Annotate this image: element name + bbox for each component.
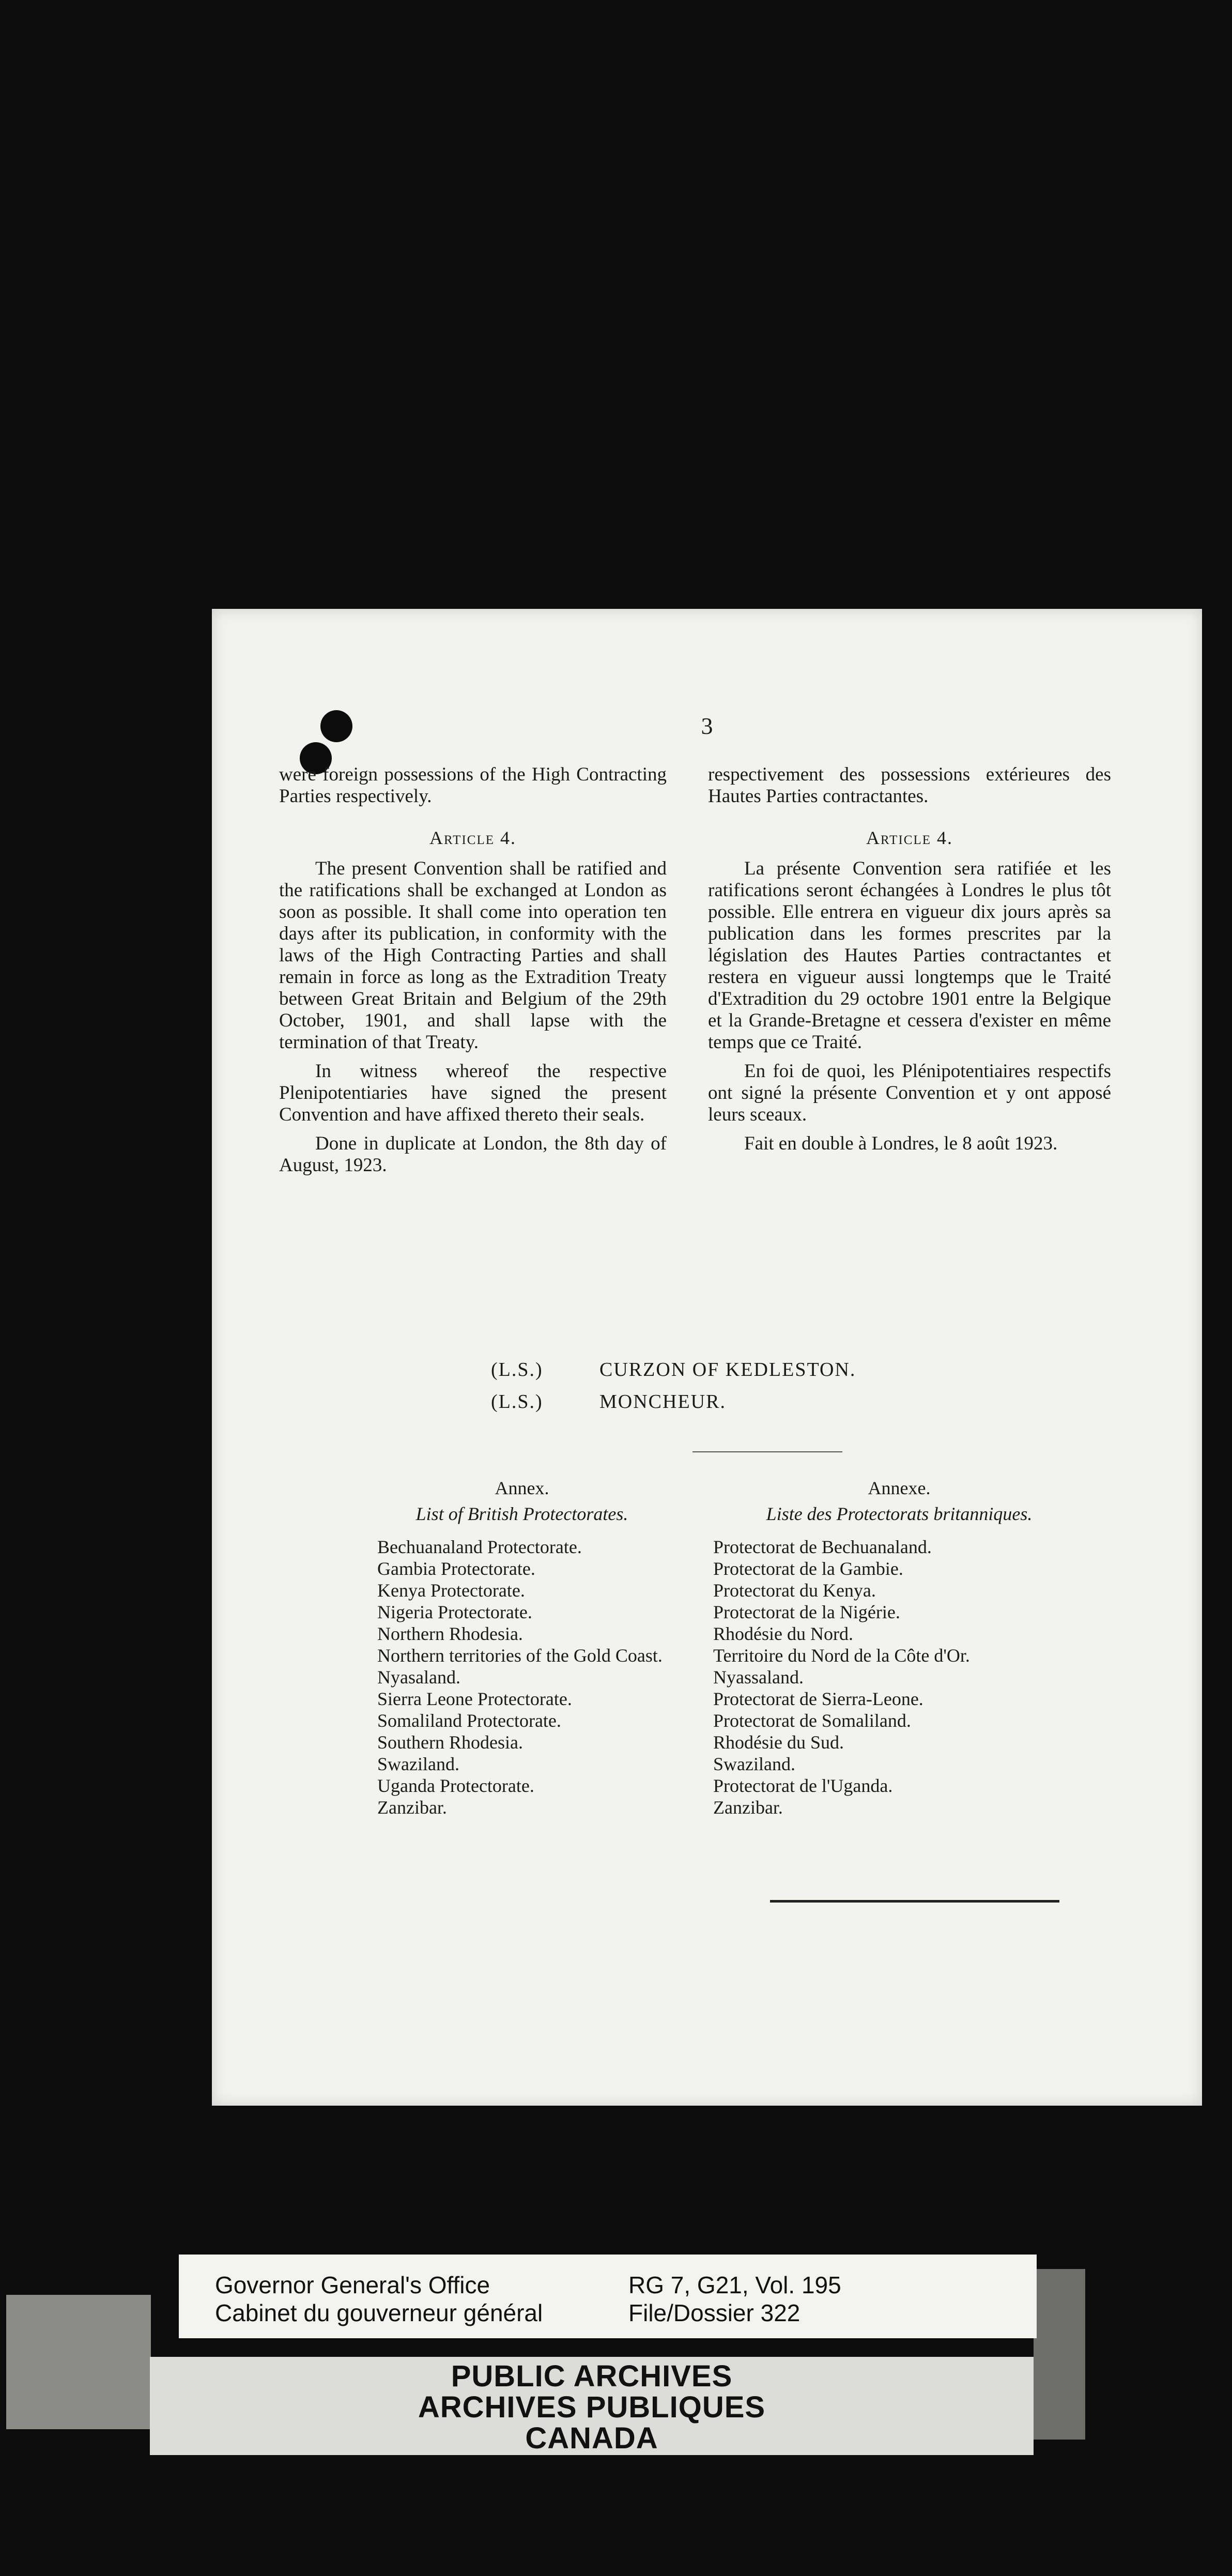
list-item: Protectorat de la Gambie. bbox=[713, 1558, 903, 1579]
english-done-text: Done in duplicate at London, the 8th day of August, 1923. bbox=[279, 1133, 667, 1176]
list-item: Rhodésie du Sud. bbox=[713, 1732, 844, 1753]
list-item: Nyasaland. bbox=[377, 1667, 460, 1688]
record-group: RG 7, G21, Vol. 195 bbox=[628, 2272, 841, 2298]
list-item: Rhodésie du Nord. bbox=[713, 1623, 853, 1644]
list-item: Bechuanaland Protectorate. bbox=[377, 1537, 582, 1557]
seal-mark: (L.S.) bbox=[491, 1391, 543, 1413]
english-article-heading: Article 4. bbox=[429, 827, 516, 848]
list-item: Protectorat de la Nigérie. bbox=[713, 1602, 900, 1622]
list-item: Sierra Leone Protectorate. bbox=[377, 1689, 572, 1709]
english-witness-text: In witness whereof the respective Plenipotentiaries have signed the present Convention and have affixed thereto their seals. bbox=[279, 1061, 667, 1125]
stamp-line-2: ARCHIVES PUBLIQUES bbox=[418, 2390, 766, 2424]
document-page bbox=[212, 609, 1202, 2106]
archive-reference-label bbox=[179, 2255, 1037, 2338]
french-witness-text: En foi de quoi, les Plénipotentiaires respectifs ont signé la présente Convention et y ont apposé leurs sceaux. bbox=[708, 1061, 1111, 1125]
french-column bbox=[708, 764, 1111, 1162]
list-item: Uganda Protectorate. bbox=[377, 1775, 534, 1796]
french-continued-text: respectivement des possessions extérieures des Hautes Parties contractantes. bbox=[708, 764, 1111, 807]
list-item: Nyassaland. bbox=[713, 1667, 804, 1688]
end-rule bbox=[770, 1900, 1059, 1903]
list-item: Nigeria Protectorate. bbox=[377, 1602, 532, 1622]
english-column bbox=[279, 764, 667, 1184]
english-continued-text: were foreign possessions of the High Contracting Parties respectively. bbox=[279, 764, 667, 807]
english-article-text: The present Convention shall be ratified and the ratifications shall be exchanged at London as soon as possible. It shall come into operation ten days after its publication, in conformity with the laws of the High Contracting Parties and shall remain in force as long as the Extradition Treaty between Great Britain and Belgium of the 29th October, 1901, and shall lapse with the termination of that Treaty. bbox=[279, 858, 667, 1053]
list-item: Protectorat de Somaliland. bbox=[713, 1710, 911, 1731]
signature-line bbox=[491, 1390, 726, 1413]
list-item: Protectorat de l'Uganda. bbox=[713, 1775, 893, 1796]
file-number: File/Dossier 322 bbox=[628, 2299, 800, 2326]
list-item: Protectorat de Sierra-Leone. bbox=[713, 1689, 923, 1709]
office-english: Governor General's Office bbox=[215, 2272, 490, 2298]
film-strip-edge bbox=[1034, 2269, 1085, 2440]
seal-mark: (L.S.) bbox=[491, 1359, 543, 1381]
list-item: Zanzibar. bbox=[377, 1797, 447, 1818]
french-article-text: La présente Convention sera ratifiée et les ratifications seront échangées à Londres le plus tôt possible. Elle entrera en vigueur dix jours après sa publication dans les formes prescrites par la législation des Hautes Parties contractantes et restera en vigueur aussi longtemps que le Traité d'Extradition du 29 octobre 1901 entre la Belgique et la Grande-Bretagne et cessera d'exister en même temps que ce Traité. bbox=[708, 858, 1111, 1053]
annex-title: Annexe. bbox=[868, 1478, 931, 1498]
list-item: Territoire du Nord de la Côte d'Or. bbox=[713, 1645, 970, 1666]
list-item: Kenya Protectorate. bbox=[377, 1580, 525, 1601]
annex-title: Annex. bbox=[495, 1478, 549, 1498]
signatory-name: MONCHEUR. bbox=[599, 1391, 726, 1413]
annex-english bbox=[367, 1477, 677, 1818]
office-french: Cabinet du gouverneur général bbox=[215, 2299, 543, 2326]
french-done-text: Fait en double à Londres, le 8 août 1923. bbox=[744, 1133, 1058, 1154]
list-item: Swaziland. bbox=[713, 1754, 795, 1774]
list-item: Northern Rhodesia. bbox=[377, 1623, 523, 1644]
signatory-name: CURZON OF KEDLESTON. bbox=[599, 1359, 856, 1381]
annex-subtitle: Liste des Protectorats britanniques. bbox=[766, 1504, 1033, 1524]
list-item: Southern Rhodesia. bbox=[377, 1732, 523, 1753]
protectorate-list bbox=[367, 1536, 677, 1818]
stamp-line-3: CANADA bbox=[525, 2421, 658, 2455]
list-item: Protectorat du Kenya. bbox=[713, 1580, 876, 1601]
film-strip-edge bbox=[6, 2295, 151, 2429]
list-item: Zanzibar. bbox=[713, 1797, 783, 1818]
list-item: Gambia Protectorate. bbox=[377, 1558, 535, 1579]
protectorate-list bbox=[703, 1536, 1096, 1818]
page-number: 3 bbox=[701, 713, 713, 739]
signature-line bbox=[491, 1358, 856, 1381]
stamp-line-1: PUBLIC ARCHIVES bbox=[451, 2359, 733, 2393]
annex-subtitle: List of British Protectorates. bbox=[415, 1504, 628, 1524]
divider bbox=[692, 1451, 842, 1452]
list-item: Protectorat de Bechuanaland. bbox=[713, 1537, 932, 1557]
list-item: Northern territories of the Gold Coast. bbox=[377, 1645, 663, 1666]
list-item: Swaziland. bbox=[377, 1754, 459, 1774]
annex-french bbox=[703, 1477, 1096, 1818]
list-item: Somaliland Protectorate. bbox=[377, 1710, 561, 1731]
public-archives-stamp bbox=[150, 2357, 1034, 2455]
french-article-heading: Article 4. bbox=[866, 827, 953, 848]
